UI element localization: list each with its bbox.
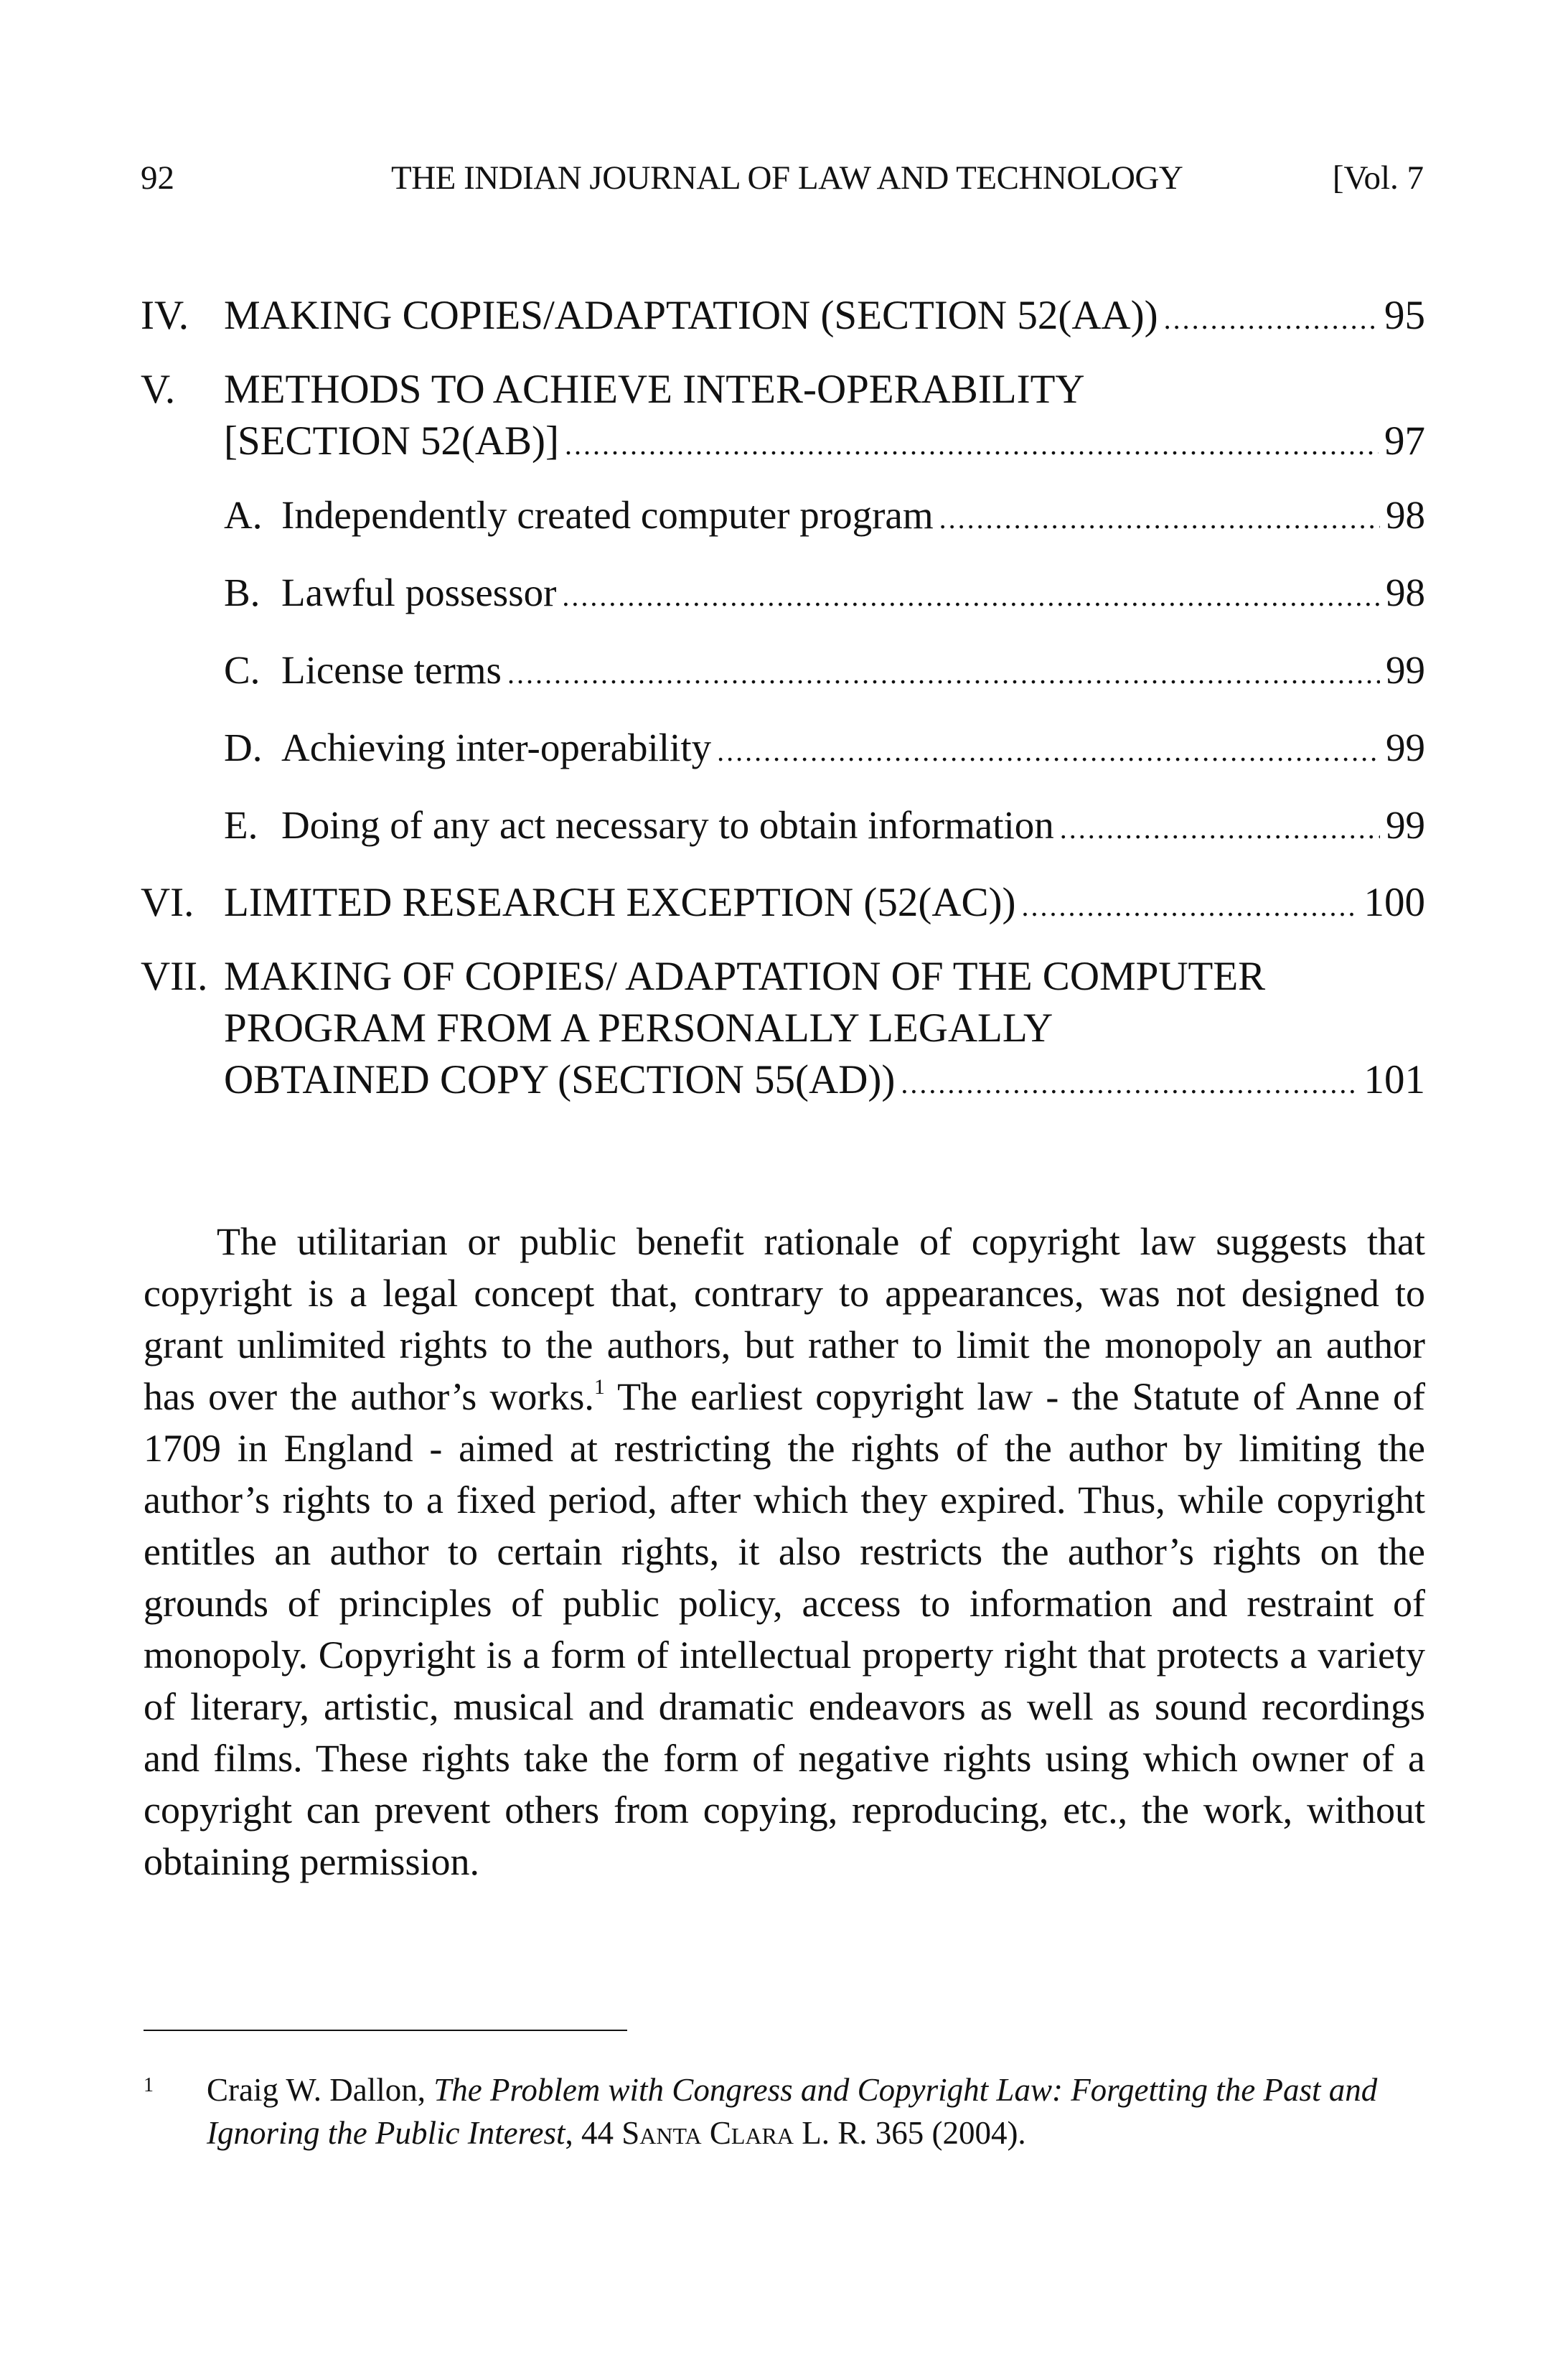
toc-entry-iv[interactable]: [141, 290, 1425, 345]
body-text-part2: The earliest copyright law - the Statute of Anne of 1709 in England - aimed at restricting the rights of the author by limiting the author’s rights to a fixed period, after which they expired. Thus, while copyright entitles an author to certain rights, it also restricts the author’s rights on the grounds of principles of public policy, access to information and restraint of monopoly. Copyright is a form of intellectual property right that protects a variety of literary, artistic, musical and dramatic endeavors as well as sound recordings and films. These rights take the form of negative rights using which owner of a copyright can prevent others from copying, reproducing, etc., the work, without obtaining permission.: [144, 1375, 1425, 1883]
footnote-divider: [144, 2030, 627, 2031]
toc-title-line: MAKING OF COPIES/ ADAPTATION OF THE COMPUTER: [224, 954, 1266, 999]
toc-title: Independently created computer program: [281, 493, 934, 537]
toc-page: 99: [1386, 648, 1425, 692]
toc-number: B.: [224, 571, 260, 614]
footnote-journal: Santa Clara: [621, 2115, 794, 2151]
toc-page: 98: [1386, 571, 1425, 614]
toc-leader-dots: [562, 571, 1380, 622]
toc-page: 98: [1386, 493, 1425, 537]
toc-leader-dots: [1060, 803, 1380, 855]
toc-number: V.: [141, 367, 176, 412]
toc-entry-v-a[interactable]: [141, 489, 1425, 545]
footnote-article-title: The Problem with Congress and Copyright Law: Forgetting the Past and Ignoring the Public Interest: [207, 2072, 1378, 2151]
footnote-citation: [207, 2068, 1425, 2154]
toc-entry-vii[interactable]: [141, 951, 1425, 1110]
toc-page: 100: [1363, 880, 1425, 925]
toc-entry-v-b[interactable]: [141, 567, 1425, 622]
toc-number: A.: [224, 493, 263, 537]
table-of-contents: [141, 290, 1425, 1128]
toc-number: IV.: [141, 293, 189, 338]
toc-number: C.: [224, 648, 260, 692]
toc-leader-dots: [565, 419, 1379, 471]
footnote-mark: 1: [144, 2074, 154, 2096]
footnote: [144, 2068, 1425, 2154]
toc-title: Doing of any act necessary to obtain information: [281, 803, 1054, 847]
toc-title: [SECTION 52(AB)]: [224, 418, 560, 464]
toc-number: D.: [224, 726, 263, 769]
volume-label: [Vol. 7: [1332, 159, 1424, 197]
toc-page: 99: [1386, 803, 1425, 847]
toc-title: Achieving inter-operability: [281, 726, 712, 769]
toc-entry-vi[interactable]: [141, 877, 1425, 932]
toc-page: 99: [1386, 726, 1425, 769]
toc-title: License terms: [281, 648, 502, 692]
footnote-reporter: L. R. 365 (2004).: [793, 2115, 1026, 2151]
body-text-part1: The utilitarian or public benefit rationale of copyright law suggests that copyright is a legal concept that, contrary to appearances, was not designed to grant unlimited rights to the authors, but rather to limit the monopoly an author has over the author’s works.: [144, 1220, 1425, 1418]
toc-leader-dots: [939, 493, 1380, 545]
toc-title: Lawful possessor: [281, 571, 557, 614]
toc-leader-dots: [1021, 881, 1358, 932]
toc-number: VII.: [141, 954, 208, 999]
toc-leader-dots: [717, 726, 1380, 777]
toc-title-line: METHODS TO ACHIEVE INTER-OPERABILITY: [224, 367, 1085, 412]
toc-leader-dots: [1164, 294, 1379, 345]
toc-title-line: PROGRAM FROM A PERSONALLY LEGALLY: [224, 1005, 1053, 1051]
toc-number: E.: [224, 803, 258, 847]
footnote-author: Craig W. Dallon,: [207, 2072, 434, 2108]
toc-entry-v[interactable]: [141, 364, 1425, 471]
journal-title: THE INDIAN JOURNAL OF LAW AND TECHNOLOGY: [391, 159, 1183, 197]
body-paragraph: [144, 1216, 1425, 1888]
footnote-volume: , 44: [565, 2115, 622, 2151]
toc-title: OBTAINED COPY (SECTION 55(AD)): [224, 1057, 896, 1102]
toc-leader-dots: [901, 1058, 1358, 1110]
running-header: [141, 156, 1424, 200]
toc-entry-v-e[interactable]: [141, 799, 1425, 855]
toc-entry-v-c[interactable]: [141, 644, 1425, 700]
toc-number: VI.: [141, 880, 194, 925]
page-number: 92: [141, 159, 174, 197]
toc-title: MAKING COPIES/ADAPTATION (SECTION 52(AA)): [224, 293, 1158, 338]
toc-leader-dots: [507, 648, 1380, 700]
toc-page: 101: [1363, 1057, 1425, 1102]
toc-page: 95: [1384, 293, 1425, 338]
footnote-reference[interactable]: 1: [593, 1375, 605, 1399]
toc-title: LIMITED RESEARCH EXCEPTION (52(AC)): [224, 880, 1016, 925]
toc-entry-v-d[interactable]: [141, 722, 1425, 777]
toc-page: 97: [1384, 418, 1425, 464]
